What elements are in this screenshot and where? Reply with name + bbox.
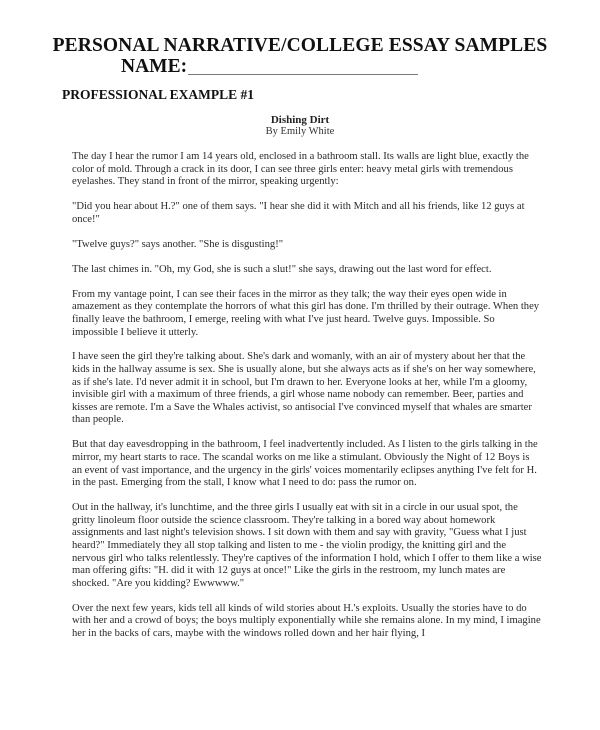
- essay-author: By Emily White: [265, 126, 335, 137]
- paragraph: Over the next few years, kids tell all kinds of wild stories about H.'s exploits. Usually the stories have to do with her and a crowd of boys; the boys multiply exponentially while she remains alone. In my mind, I imagine her in the backs of cars, maybe with the windows rolled down and her hair flying, I: [72, 602, 541, 639]
- name-field-row: [121, 57, 418, 77]
- paragraph: "Twelve guys?" says another. "She is disgusting!": [72, 238, 284, 250]
- paragraph: From my vantage point, I can see their faces in the mirror as they talk; the way their eyes open wide in amazement as they contemplate the horrors of what this girl has done. I'm thrilled by their outrage. When they finally leave the bathroom, I emerge, reeling with what I've just heard. Twelve guys. Impossible. So impossible I believe it utterly.: [72, 288, 540, 338]
- essay-body: [72, 151, 542, 653]
- essay-title: Dishing Dirt: [270, 114, 330, 126]
- paragraph: I have seen the girl they're talking about. She's dark and womanly, with an air of mystery about her that the kids in the hallway assume is sex. She is usually alone, but she always acts as if she's on her way somewhere, as if she's late. I'd never admit it in school, but I'm drawn to her. Everyone looks at her, while I'm a gloomy, invisible girl with a maximum of three friends, a girl whose name nobody can remember. Beer, parties and kisses are remote. I'm a Save the Whales activist, so antisocial I've convinced myself that whales are smarter than people.: [72, 351, 536, 426]
- paragraph: But that day eavesdropping in the bathroom, I feel inadvertently included. As I listen to the girls talking in the mirror, my heart starts to race. The scandal works on me like a stimulant. Obviously the Night of 12 Boys is an event of vast importance, and the urgency in the girls' voices momentarily eclipses anything I've felt for H. in the past. Emerging from the stall, I know what I need to do: pass the rumor on.: [72, 439, 538, 489]
- section-heading: PROFESSIONAL EXAMPLE #1: [62, 87, 255, 102]
- name-blank-line[interactable]: [188, 74, 418, 75]
- paragraph: The day I hear the rumor I am 14 years old, enclosed in a bathroom stall. Its walls are light blue, exactly the color of mold. Through a crack in its door, I can see three girls enter: heavy metal girls with tremendous eyelashes. They stand in front of the mirror, speaking urgently:: [72, 151, 529, 188]
- paragraph: The last chimes in. "Oh, my God, she is such a slut!" she says, drawing out the last word for effect.: [72, 263, 492, 275]
- paragraph: Out in the hallway, it's lunchtime, and the three girls I usually eat with sit in a circle in our usual spot, the gritty linoleum floor outside the science classroom. They're talking in a bored way about homework assignments and last night's television shows. I sit down with them and say with gravity, "Guess what I just heard?" Immediately they all stop talking and listen to me - the violin prodigy, the knitting girl and the nervous girl who talks relentlessly. They're captives of the information I hold, which I offer to them like a wise man offering gifts: "H. did it with 12 guys at once!" Like the girls in the restroom, my lunch mates are shocked. "Are you kidding? Ewwwww.": [72, 502, 542, 589]
- paragraph: "Did you hear about H.?" one of them says. "I hear she did it with Mitch and all his friends, like 12 guys at once!": [72, 201, 525, 225]
- document-title: PERSONAL NARRATIVE/COLLEGE ESSAY SAMPLES: [52, 35, 548, 56]
- name-label: NAME:: [121, 56, 188, 77]
